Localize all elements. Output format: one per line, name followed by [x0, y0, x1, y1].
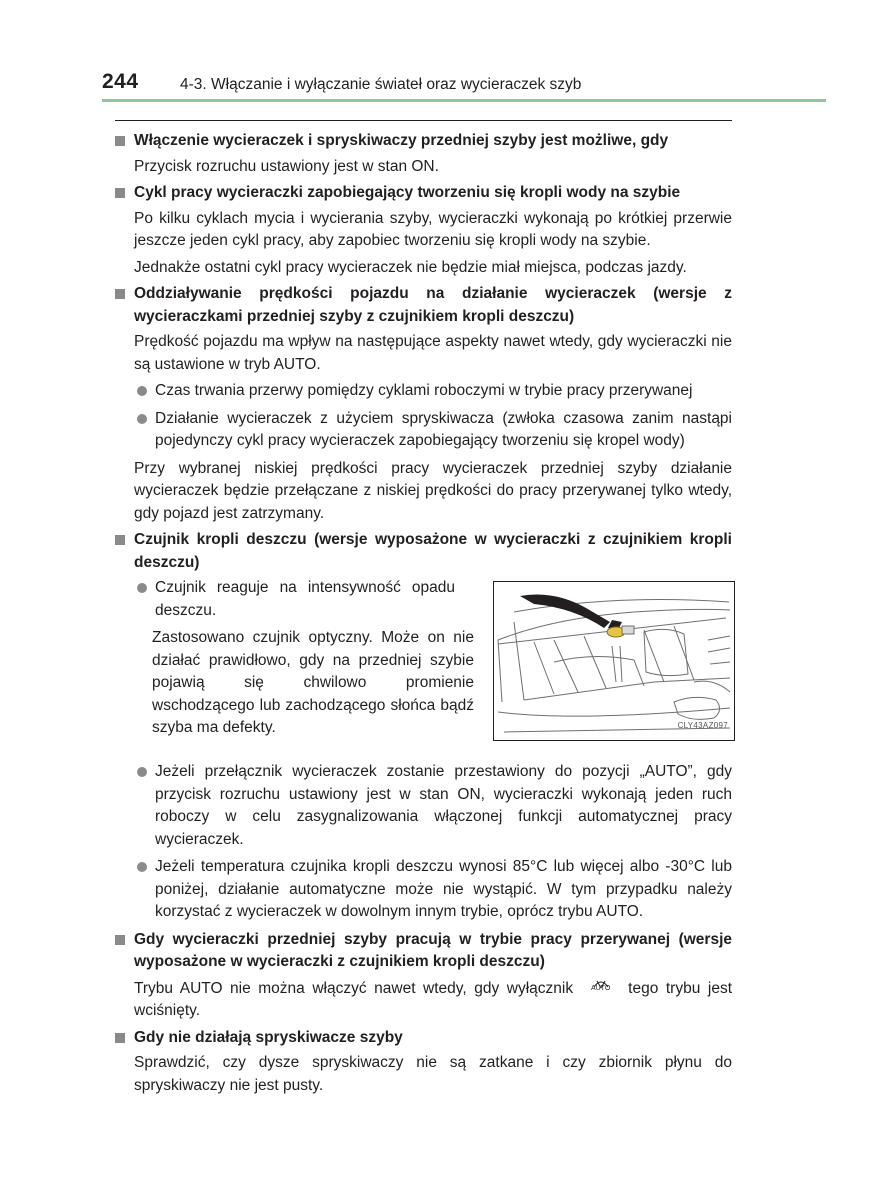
wiper-auto-icon	[587, 977, 615, 999]
content-top-rule	[115, 120, 732, 121]
bullet-text: Czas trwania przerwy pomiędzy cyklami roboczymi w trybie pracy przerywanej	[155, 382, 693, 399]
section-title: Cykl pracy wycieraczki zapobiegający tworzeniu się kropli wody na szybie	[134, 184, 681, 201]
gray-circle-icon	[137, 862, 147, 872]
gray-circle-icon	[137, 386, 147, 396]
paragraph: Zastosowano czujnik optyczny. Może on nie działać prawidłowo, gdy na przedniej szybie pojawią się chwilowo promienie wschodzącego lub zachodzącego słońca bądź szyba ma defekty.	[152, 629, 474, 736]
page-number: 244	[102, 70, 139, 93]
paragraph: Prędkość pojazdu ma wpływ na następujące aspekty nawet wtedy, gdy wycieraczki nie są ustawione w tryb AUTO.	[134, 333, 732, 373]
bullet-item	[134, 577, 455, 622]
bullet-text: Działanie wycieraczek z użyciem spryskiwacza (zwłoka czasowa zanim nastąpi pojedynczy cykl pracy wycieraczek zapobiegający tworzeniu się kropel wody)	[155, 409, 732, 449]
bullet-text: Czujnik reaguje na intensywność opadu deszczu.	[155, 579, 455, 619]
bullet-item	[134, 761, 732, 851]
bullet-text: Jeżeli temperatura czujnika kropli deszczu wynosi 85°C lub więcej albo -30°C lub poniżej, działanie automatyczne może nie wystąpić. W tym przypadku należy korzystać z wycieraczek w dowolnym innym trybie, oprócz trybu AUTO.	[155, 858, 732, 920]
page-content	[115, 129, 732, 1101]
bullet-item	[134, 856, 732, 924]
rain-sensor-illustration	[493, 581, 735, 741]
section-start-conditions	[115, 130, 732, 153]
bullet-item	[134, 408, 732, 453]
gray-square-icon	[115, 136, 125, 146]
icon-label: AUTO	[590, 985, 611, 992]
section-title: Czujnik kropli deszczu (wersje wyposażone w wycieraczki z czujnikiem kropli deszczu)	[134, 531, 732, 571]
paragraph-text: Trybu AUTO nie można włączyć nawet wtedy, gdy wyłącznik	[134, 979, 574, 997]
chapter-title: 4-3. Włączanie i wyłączanie świateł oraz wycieraczek szyb	[180, 76, 582, 93]
paragraph: Przy wybranej niskiej prędkości pracy wycieraczek przedniej szyby działanie wycieraczek będzie przełączane z niskiej prędkości do pracy przerywanej tylko wtedy, gdy pojazd jest zatrzymany.	[134, 459, 732, 522]
gray-square-icon	[115, 1033, 125, 1043]
sensor-text-with-figure	[134, 577, 732, 761]
gray-square-icon	[115, 289, 125, 299]
section-vehicle-speed	[115, 283, 732, 328]
section-title: Włączenie wycieraczek i spryskiwaczy przedniej szyby jest możliwe, gdy	[134, 132, 669, 149]
gray-circle-icon	[137, 583, 147, 593]
paragraph-with-icon	[134, 977, 732, 1023]
gray-square-icon	[115, 535, 125, 545]
section-title: Gdy nie działają spryskiwacze szyby	[134, 1028, 403, 1046]
gray-circle-icon	[137, 414, 147, 424]
paragraph: Po kilku cyklach mycia i wycierania szyby, wycieraczki wykonają po krótkiej przerwie jeszcze jeden cykl pracy, aby zapobiec tworzeniu się kropli wody na szybie.	[134, 209, 732, 249]
gray-circle-icon	[137, 767, 147, 777]
bullet-text: Jeżeli przełącznik wycieraczek zostanie przestawiony do pozycji „AUTO”, gdy przycisk rozruchu ustawiony jest w stan ON, wycieraczki wykonają jeden ruch roboczy w celu zasygnalizowania włączonej funkcji automatycznej pracy wycieraczek.	[155, 763, 732, 848]
header-rule	[102, 99, 826, 102]
section-title: Oddziaływanie prędkości pojazdu na działanie wycieraczek (wersje z wycieraczkami przedniej szyby z czujnikiem kropli deszczu)	[134, 285, 732, 325]
paragraph-text: tego trybu jest wciśnięty.	[134, 979, 732, 1019]
figure-code: CLY43AZ097	[677, 720, 728, 730]
paragraph: Sprawdzić, czy dysze spryskiwaczy nie są zatkane i czy zbiornik płynu do spryskiwaczy nie jest pusty.	[134, 1054, 732, 1094]
bullet-item	[134, 380, 732, 403]
section-title: Gdy wycieraczki przedniej szyby pracują w trybie pracy przerywanej (wersje wyposażone w wycieraczki z czujnikiem kropli deszczu)	[134, 930, 732, 970]
paragraph: Przycisk rozruchu ustawiony jest w stan ON.	[134, 157, 439, 175]
section-washer-not-working	[115, 1027, 732, 1050]
paragraph: Jednakże ostatni cykl pracy wycieraczek nie będzie miał miejsca, podczas jazdy.	[134, 258, 687, 276]
section-intermittent-mode	[115, 929, 732, 974]
page-header	[0, 0, 880, 110]
gray-square-icon	[115, 188, 125, 198]
gray-square-icon	[115, 935, 125, 945]
section-drip-prevention	[115, 182, 732, 205]
section-rain-sensor	[115, 529, 732, 574]
